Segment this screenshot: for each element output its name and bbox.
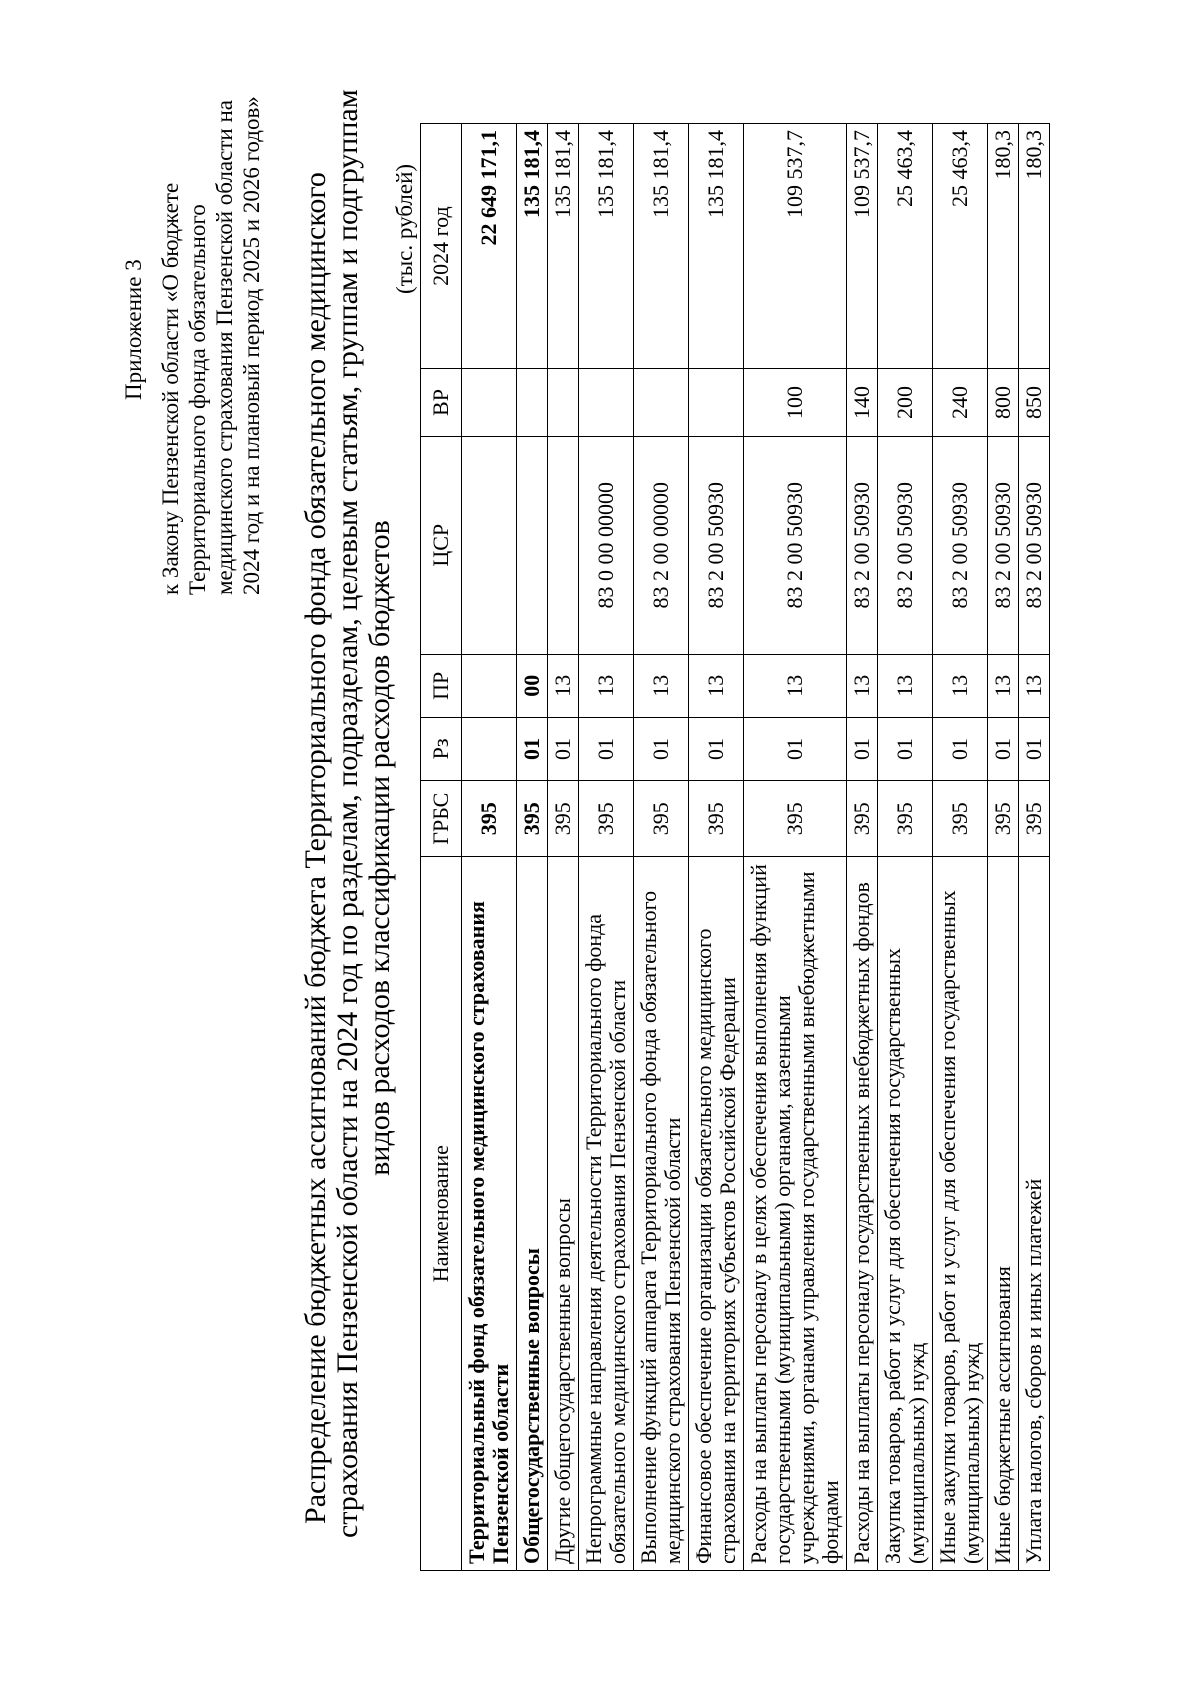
cell-rz: 01 bbox=[847, 717, 878, 780]
cell-pr: 13 bbox=[933, 654, 988, 717]
cell-csr: 83 2 00 50930 bbox=[847, 436, 878, 654]
table-row bbox=[634, 124, 689, 1571]
cell-rz: 01 bbox=[1019, 717, 1050, 780]
appendix-title: Приложение 3 bbox=[121, 259, 146, 400]
cell-grbs: 395 bbox=[579, 781, 634, 857]
cell-grbs: 395 bbox=[689, 781, 744, 857]
header-sum: 2024 год bbox=[421, 124, 462, 369]
cell-sum: 135 181,4 bbox=[517, 124, 548, 369]
cell-sum: 135 181,4 bbox=[579, 124, 634, 369]
cell-grbs: 395 bbox=[878, 781, 933, 857]
table-row bbox=[462, 124, 517, 1571]
header-csr: ЦСР bbox=[421, 436, 462, 654]
header-vr: ВР bbox=[421, 369, 462, 437]
cell-pr: 13 bbox=[689, 654, 744, 717]
cell-grbs: 395 bbox=[1019, 781, 1050, 857]
cell-name: Непрограммные направления деятельности Территориального фонда обязательного медицинского страхования Пензенской области bbox=[579, 857, 634, 1571]
cell-vr: 200 bbox=[878, 369, 933, 437]
appendix-line: 2024 год и на плановый период 2025 и 2026 годов» bbox=[239, 96, 264, 595]
cell-vr bbox=[579, 369, 634, 437]
cell-grbs: 395 bbox=[933, 781, 988, 857]
table-row bbox=[744, 124, 847, 1571]
cell-pr: 13 bbox=[988, 654, 1019, 717]
cell-vr: 140 bbox=[847, 369, 878, 437]
cell-vr: 240 bbox=[933, 369, 988, 437]
cell-rz: 01 bbox=[744, 717, 847, 780]
cell-sum: 135 181,4 bbox=[689, 124, 744, 369]
cell-name: Финансовое обеспечение организации обязательного медицинского страхования на территориях субъектов Российской Федерации bbox=[689, 857, 744, 1571]
table-header-row bbox=[421, 124, 462, 1571]
cell-name: Уплата налогов, сборов и иных платежей bbox=[1019, 857, 1050, 1571]
cell-name: Другие общегосударственные вопросы bbox=[548, 857, 579, 1571]
appendix-line: к Закону Пензенской области «О бюджете bbox=[158, 182, 183, 595]
table-row bbox=[1019, 124, 1050, 1571]
cell-pr: 13 bbox=[1019, 654, 1050, 717]
budget-table bbox=[420, 123, 1050, 1571]
cell-csr: 83 2 00 50930 bbox=[689, 436, 744, 654]
table-row bbox=[933, 124, 988, 1571]
cell-rz: 01 bbox=[634, 717, 689, 780]
cell-csr: 83 2 00 00000 bbox=[634, 436, 689, 654]
header-grbs: ГРБС bbox=[421, 781, 462, 857]
appendix-line: медицинского страхования Пензенской области на bbox=[212, 100, 237, 595]
cell-name: Иные бюджетные ассигнования bbox=[988, 857, 1019, 1571]
table-row bbox=[579, 124, 634, 1571]
cell-sum: 25 463,4 bbox=[878, 124, 933, 369]
cell-name: Расходы на выплаты персоналу в целях обеспечения выполнения функций государственными (муниципальными) органами, казенными учреждениями, органами управления государственными внебюджетными фондами bbox=[744, 857, 847, 1571]
cell-csr: 83 2 00 50930 bbox=[933, 436, 988, 654]
cell-name: Закупка товаров, работ и услуг для обеспечения государственных (муниципальных) нужд bbox=[878, 857, 933, 1571]
cell-rz: 01 bbox=[988, 717, 1019, 780]
table-row bbox=[517, 124, 548, 1571]
cell-vr bbox=[462, 369, 517, 437]
cell-name: Территориальный фонд обязательного медицинского страхования Пензенской области bbox=[462, 857, 517, 1571]
cell-pr: 13 bbox=[548, 654, 579, 717]
cell-rz: 01 bbox=[878, 717, 933, 780]
appendix-line: Территориального фонда обязательного bbox=[185, 204, 210, 595]
cell-name: Иные закупки товаров, работ и услуг для обеспечения государственных (муниципальных) нужд bbox=[933, 857, 988, 1571]
title-line: Распределение бюджетных ассигнований бюджета Территориального фонда обязательного медицинского bbox=[299, 172, 332, 1524]
cell-grbs: 395 bbox=[548, 781, 579, 857]
header-pr: ПР bbox=[421, 654, 462, 717]
cell-pr: 13 bbox=[878, 654, 933, 717]
cell-csr: 83 2 00 50930 bbox=[988, 436, 1019, 654]
table-body bbox=[462, 124, 1050, 1571]
cell-pr: 13 bbox=[744, 654, 847, 717]
cell-pr: 13 bbox=[634, 654, 689, 717]
cell-csr: 83 2 00 50930 bbox=[1019, 436, 1050, 654]
cell-rz: 01 bbox=[689, 717, 744, 780]
header-name: Наименование bbox=[421, 857, 462, 1571]
cell-csr: 83 2 00 50930 bbox=[878, 436, 933, 654]
cell-vr: 100 bbox=[744, 369, 847, 437]
cell-name: Расходы на выплаты персоналу государственных внебюджетных фондов bbox=[847, 857, 878, 1571]
cell-rz: 01 bbox=[517, 717, 548, 780]
title-line: видов расходов классификации расходов бюджетов bbox=[363, 520, 396, 1176]
cell-pr: 13 bbox=[847, 654, 878, 717]
cell-csr bbox=[548, 436, 579, 654]
cell-pr: 13 bbox=[579, 654, 634, 717]
cell-sum: 135 181,4 bbox=[548, 124, 579, 369]
cell-sum: 25 463,4 bbox=[933, 124, 988, 369]
cell-vr: 800 bbox=[988, 369, 1019, 437]
cell-grbs: 395 bbox=[744, 781, 847, 857]
cell-grbs: 395 bbox=[634, 781, 689, 857]
cell-grbs: 395 bbox=[988, 781, 1019, 857]
cell-rz bbox=[462, 717, 517, 780]
table-row bbox=[878, 124, 933, 1571]
cell-pr: 00 bbox=[517, 654, 548, 717]
cell-name: Общегосударственные вопросы bbox=[517, 857, 548, 1571]
cell-pr bbox=[462, 654, 517, 717]
table-row bbox=[847, 124, 878, 1571]
cell-rz: 01 bbox=[548, 717, 579, 780]
cell-csr bbox=[517, 436, 548, 654]
cell-grbs: 395 bbox=[847, 781, 878, 857]
cell-sum: 180,3 bbox=[988, 124, 1019, 369]
cell-sum: 22 649 171,1 bbox=[462, 124, 517, 369]
appendix-block bbox=[120, 96, 265, 595]
cell-sum: 180,3 bbox=[1019, 124, 1050, 369]
header-rz: Рз bbox=[421, 717, 462, 780]
cell-sum: 109 537,7 bbox=[744, 124, 847, 369]
cell-rz: 01 bbox=[579, 717, 634, 780]
table-row bbox=[548, 124, 579, 1571]
title-line: страхования Пензенской области на 2024 год по разделам, подразделам, целевым статьям, группам и подгруппам bbox=[331, 89, 364, 1538]
table-row bbox=[988, 124, 1019, 1571]
cell-vr bbox=[548, 369, 579, 437]
cell-vr bbox=[517, 369, 548, 437]
cell-vr: 850 bbox=[1019, 369, 1050, 437]
cell-rz: 01 bbox=[933, 717, 988, 780]
cell-csr: 83 2 00 50930 bbox=[744, 436, 847, 654]
cell-csr bbox=[462, 436, 517, 654]
units-label: (тыс. рублей) bbox=[392, 163, 417, 294]
cell-grbs: 395 bbox=[517, 781, 548, 857]
document-title bbox=[299, 89, 396, 1538]
cell-csr: 83 0 00 00000 bbox=[579, 436, 634, 654]
cell-sum: 109 537,7 bbox=[847, 124, 878, 369]
cell-vr bbox=[689, 369, 744, 437]
table-row bbox=[689, 124, 744, 1571]
cell-sum: 135 181,4 bbox=[634, 124, 689, 369]
cell-grbs: 395 bbox=[462, 781, 517, 857]
cell-name: Выполнение функций аппарата Территориального фонда обязательного медицинского страхования Пензенской области bbox=[634, 857, 689, 1571]
cell-vr bbox=[634, 369, 689, 437]
